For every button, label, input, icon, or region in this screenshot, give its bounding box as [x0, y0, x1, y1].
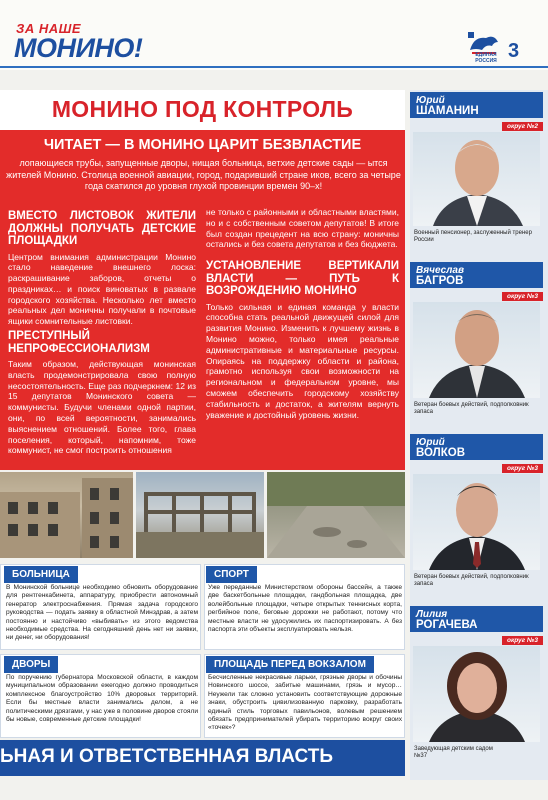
panel-title: БОЛЬНИЦА [4, 566, 78, 583]
section-heading: ПРЕСТУПНЫЙ НЕПРОФЕССИОНАЛИЗМ [8, 330, 150, 355]
section-heading: ВМЕСТО ЛИСТОВОК ЖИТЕЛИ ДОЛЖНЫ ПОЛУЧАТЬ ДЕТСКИЕ ПЛОЩАДКИ [8, 210, 196, 247]
photo-unfinished-construction [136, 472, 264, 558]
candidate-last-name: ШАМАНИН [416, 105, 479, 117]
page-number: 3 [508, 40, 520, 62]
district-badge: округ №3 [502, 464, 543, 473]
candidate-card [410, 434, 543, 602]
candidate-caption: Ветеран боевых действий, подполковник запаса [414, 574, 529, 588]
party-logo-text: ЕДИНАЯ РОССИЯ [475, 52, 497, 64]
candidate-card [410, 262, 543, 430]
candidate-last-name: ВОЛКОВ [416, 447, 466, 459]
panel-text: В Монинской больнице необходимо обновить оборудование для рентгенкабинета, аппаратуру, приобрести автономный генератор электроснабжения. Прямая задача городского руководства — подать заявку в областной Минздрав, а затем постоянно и настойчиво «выбивать» из этого ведомства необходимые средства. На сегодняшний день нет ни заявки, ни денег, ни оборудования! [6, 584, 198, 642]
bottom-banner-text: ЬНАЯ И ОТВЕТСТВЕННАЯ ВЛАСТЬ [0, 746, 334, 767]
candidate-name [410, 606, 543, 632]
article-column-left [8, 207, 196, 458]
candidate-caption: Ветеран боевых действий, подполковник запаса [414, 402, 529, 416]
photo-broken-road [267, 472, 405, 558]
district-badge: округ №3 [502, 636, 543, 645]
panel-title: ПЛОЩАДЬ ПЕРЕД ВОКЗАЛОМ [206, 656, 374, 673]
candidate-first-name: Вячеслав [416, 265, 465, 276]
district-badge: округ №3 [502, 292, 543, 301]
candidate-caption: Военный пенсионер, заслуженный тренер России [414, 230, 532, 244]
candidate-last-name: РОГАЧЕВА [416, 619, 478, 631]
brand-main: МОНИНО! [14, 33, 143, 63]
candidate-photo [413, 132, 540, 226]
candidate-card [410, 606, 543, 774]
candidate-name [410, 262, 543, 288]
candidate-first-name: Лилия [416, 609, 448, 620]
candidate-photo [413, 474, 540, 570]
candidate-name [410, 434, 543, 460]
candidate-last-name: БАГРОВ [416, 275, 464, 287]
panel-title: ДВОРЫ [4, 656, 58, 673]
candidate-first-name: Юрий [416, 95, 445, 106]
section-text: не только с районными и областными властями, но и с собственным советом депутатов! В итоге был создан прецедент на всю страну: моничны остались и без совета депутатов и без бюджета. [206, 207, 399, 250]
brand-top: ЗА НАШЕ [16, 21, 82, 36]
page-title: МОНИНО ПОД КОНТРОЛЬ [51, 96, 354, 122]
candidate-card [410, 92, 543, 258]
candidate-photo [413, 302, 540, 398]
article-subheadline: ЧИТАЕТ — В МОНИНО ЦАРИТ БЕЗВЛАСТИЕ [43, 137, 362, 153]
candidate-name [410, 92, 543, 118]
photo-building [0, 472, 133, 558]
section-heading: УСТАНОВЛЕНИЕ ВЕРТИКАЛИ ВЛАСТИ — ПУТЬ К ВОЗРОЖДЕНИЮ МОНИНО [206, 260, 399, 298]
header-divider [0, 66, 548, 68]
panel-text: По поручению губернатора Московской области, в каждом муниципальном образовании ежегодно должно проводиться комплексное благоустройство 10% дворовых территорий. Если бы местные власти занимались делом, а не политическими дрязгами, у нас уже в половине дворов стояли бы новые, современные детские площадки! [6, 674, 198, 724]
district-badge: округ №2 [502, 122, 543, 131]
section-text: Таким образом, действующая монинская власть продемонстрировала свою полную несостоятельность. Еще раз подчеркнем: 12 из 15 депутатов Монинского совета — коммунисты. Будучи членами одной партии, они, по всей вероятности, занимались выяснением отношений. Более того, глава поселения, который, напомним, тоже коммунист, не смог построить отношения [8, 359, 196, 456]
section-text: Центром внимания администрации Монино стало наведение внешнего лоска: раскрашивание заборов, отчеты о праздниках… и поиск виноватых в развале городского хозяйства. Несколько лет вместо реальных дел моничны получали в почтовые ящики сомнительные листовки. [8, 251, 196, 327]
panel-title: СПОРТ [206, 566, 257, 583]
candidate-first-name: Юрий [416, 437, 445, 448]
article-column-right [206, 207, 399, 422]
panel-text: Бесчисленные некрасивые ларьки, грязные дворы и обочины Новинского шоссе, забитые машинами, грязь и мусор… Неужели так сложно установить соответствующие дорожные знаки, обустроить цивилизованную парковку, разработать единый стиль торговых павильонов, волевым решением обязать предпринимателей убирать территорию вокруг своих «точек»? [208, 674, 402, 732]
panel-text: Уже переданные Министерством обороны бассейн, а также две баскетбольные площадки, гандбольная площадка, две волейбольные площадки, четыре открытых теннисных корта, регбийное поле, беговые дорожки не работают, потому что местные власти не удосужились их паспортизировать. А без паспорта эти объекты эксплуатировать нельзя. [208, 584, 402, 634]
article-lead: лопающиеся трубы, запущенные дворы, нищая больница, ветхие детские сады — ытся жителей Монино. Столица военной авиации, город, подаривший стране иков, всего за четыре года скатился до уровня глухой провинции времен 90–х! [6, 158, 401, 191]
candidate-caption: Заведующая детским садом №37 [414, 746, 493, 760]
candidate-photo [413, 646, 540, 742]
section-text: Только сильная и единая команда у власти способна стать реальной движущей силой для развития Монино. Изменить к лучшему жизнь в Монино можно, только имея реальные административные и материальные ресурсы. Опираясь на поддержку области и района, грамотно используя свои возможности на региональном и федеральном уровне, мы сможем обеспечить городскому хозяйству стабильность и достаток, а жителям вернуть уважение и достойный уровень жизни. [206, 301, 399, 420]
